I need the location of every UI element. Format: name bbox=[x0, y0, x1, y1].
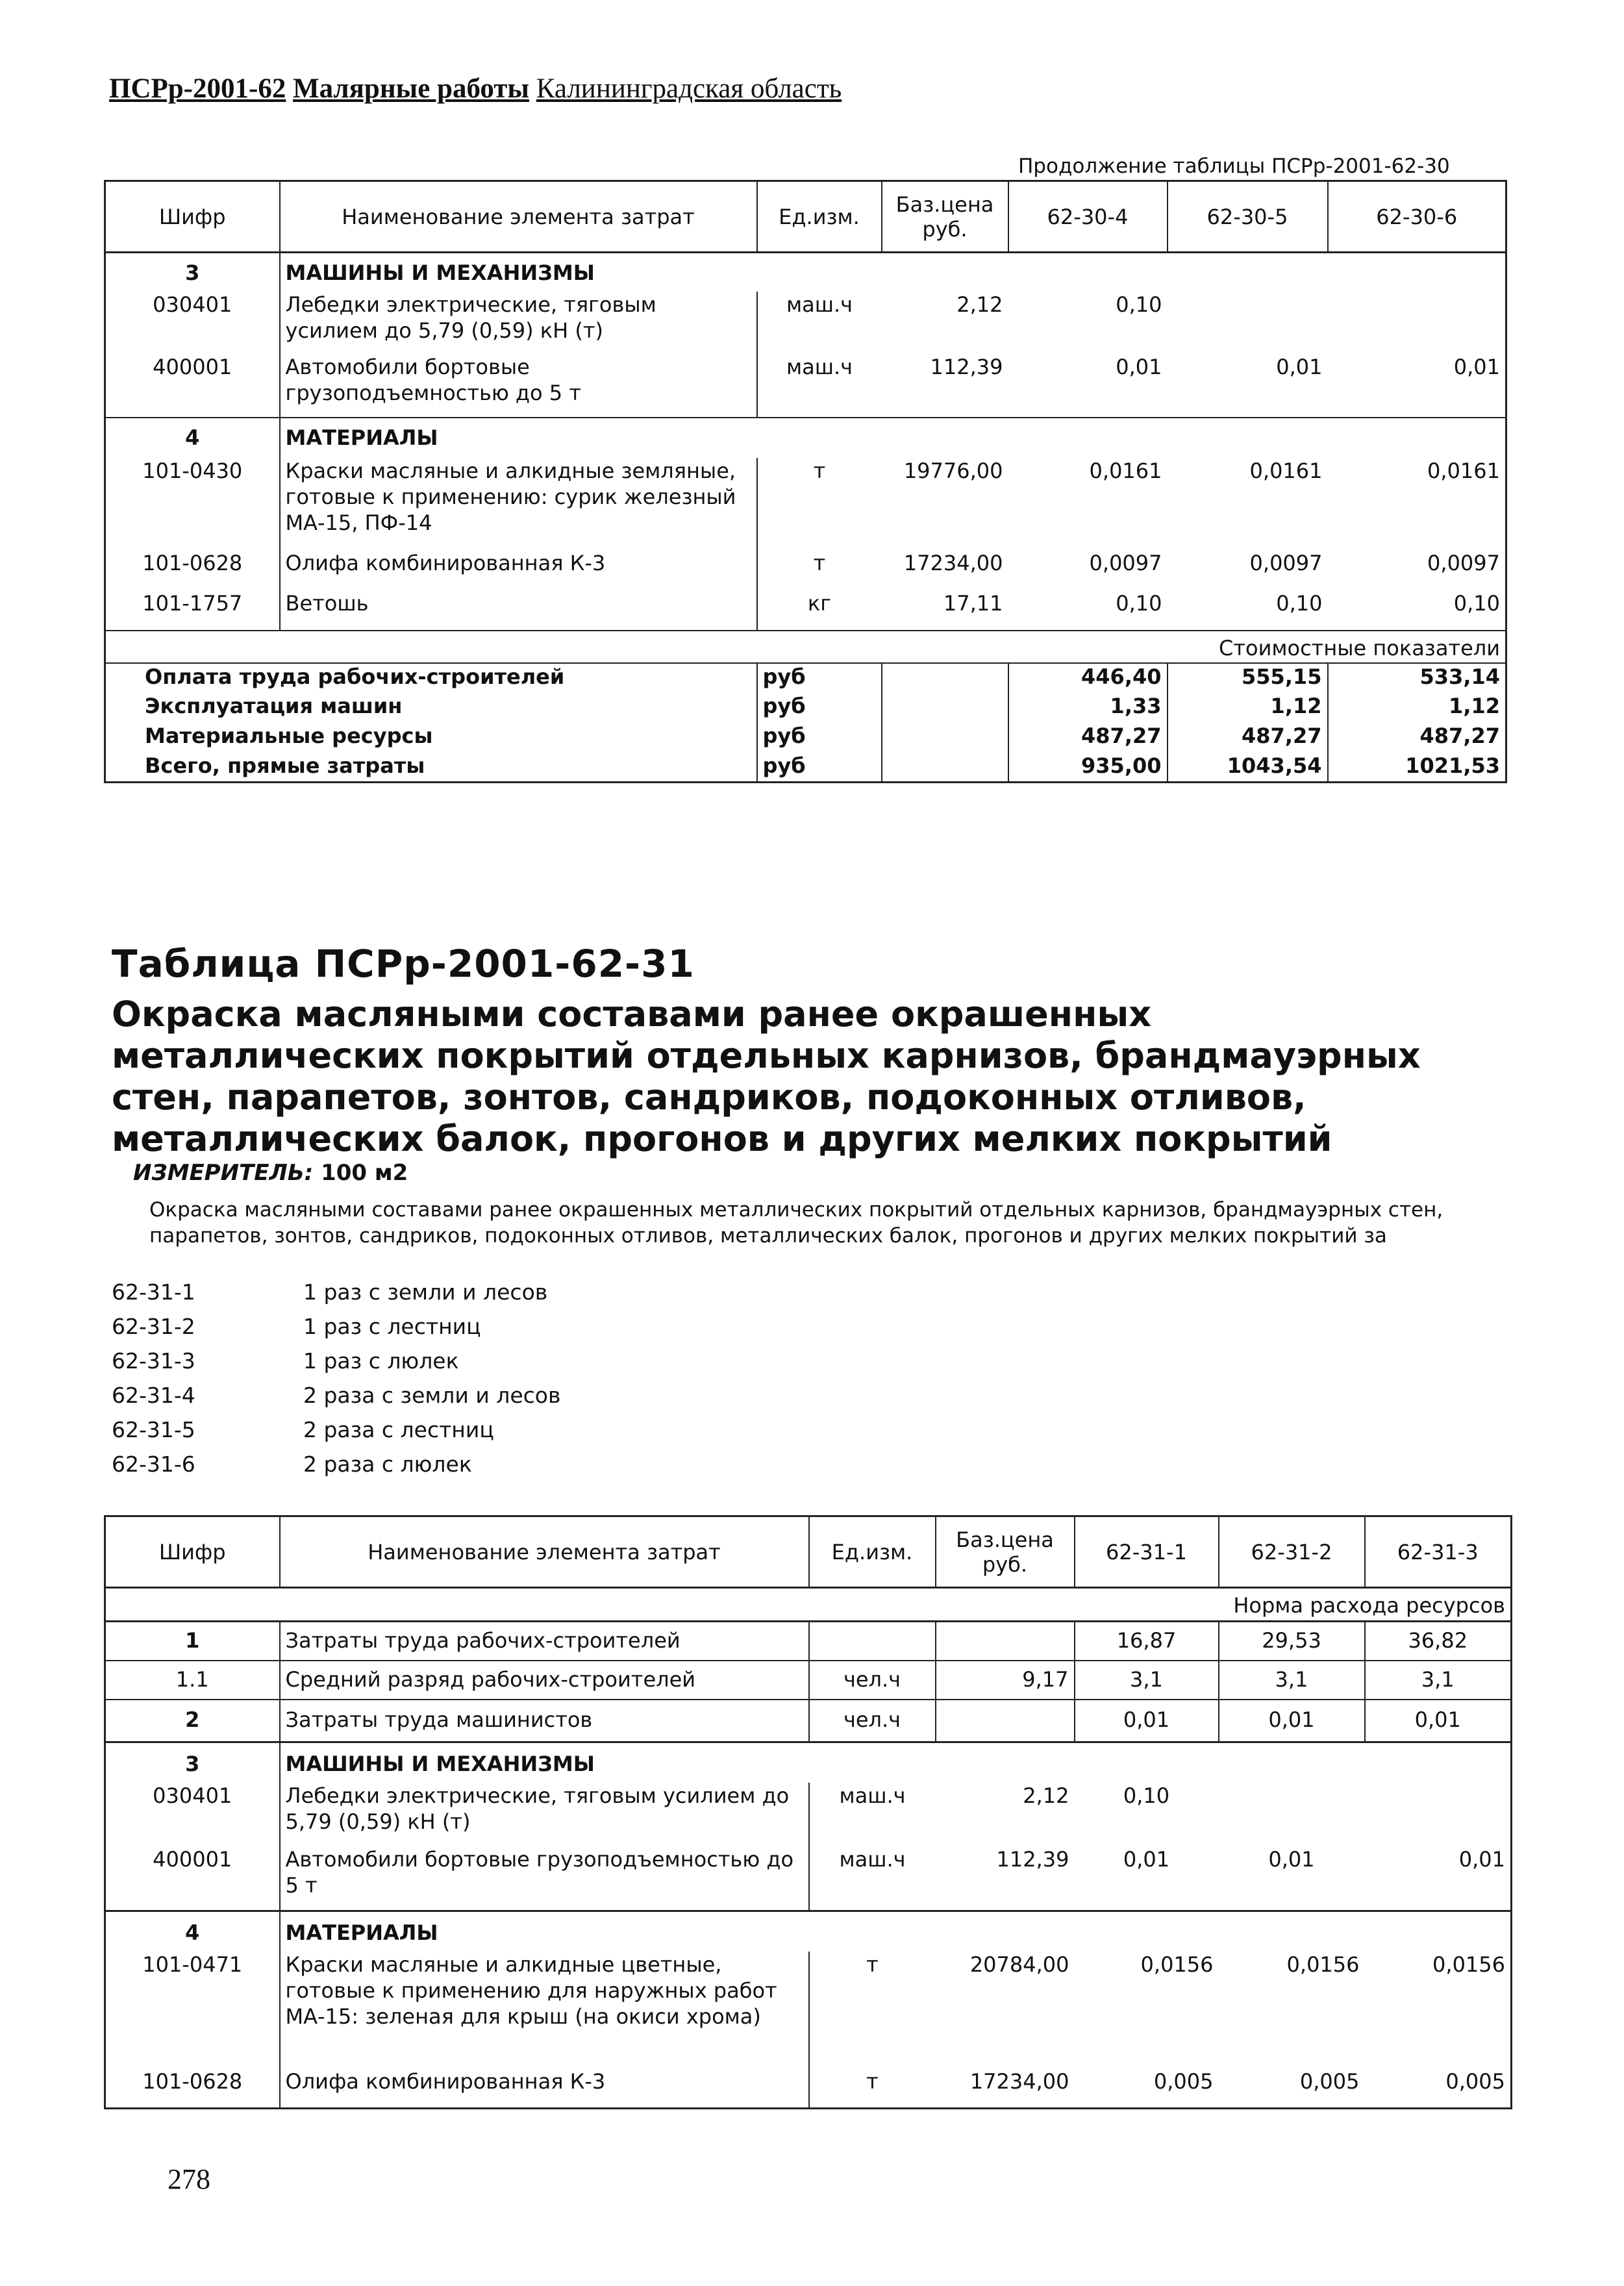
col-c1: 62-31-1 bbox=[1075, 1516, 1219, 1588]
meter-label: ИЗМЕРИТЕЛЬ: bbox=[133, 1160, 314, 1186]
col-name: Наименование элемента затрат bbox=[280, 1516, 809, 1588]
header-section: Малярные работы bbox=[293, 73, 530, 104]
table2-description: Окраска масляными составами ранее окрашенных металлических покрытий отдельных карнизов, брандмауэрных стен, парапетов, зонтов, сандриков, подоконных отливов, металлических балок, прогонов и других мелких покрытий bbox=[112, 994, 1421, 1159]
col-code: Шифр bbox=[105, 181, 280, 253]
list-item: 62-31-6 2 раза с люлек bbox=[112, 1451, 472, 1477]
table-row: 2 Затраты труда машинистов чел.ч 0,01 0,01 0,01 bbox=[105, 1700, 1512, 1742]
col-c3: 62-30-6 bbox=[1328, 181, 1506, 253]
list-item: 62-31-3 1 раз с люлек bbox=[112, 1348, 459, 1374]
header-code: ПСРр-2001-62 bbox=[109, 73, 286, 104]
col-code: Шифр bbox=[105, 1516, 280, 1588]
table2-title: Таблица ПСРр-2001-62-31 bbox=[112, 942, 695, 986]
col-name: Наименование элемента затрат bbox=[280, 181, 757, 253]
cost-row: Эксплуатация машин руб 1,33 1,12 1,12 bbox=[105, 693, 1506, 723]
table-row: 030401 Лебедки электрические, тяговым усилием до 5,79 (0,59) кН (т) маш.ч 2,12 0,10 bbox=[105, 292, 1506, 354]
header-region: Калининградская область bbox=[536, 73, 842, 104]
col-c3: 62-31-3 bbox=[1365, 1516, 1512, 1588]
meter bbox=[133, 1160, 408, 1186]
table1 bbox=[104, 180, 1507, 783]
col-unit: Ед.изм. bbox=[809, 1516, 936, 1588]
table-row: 400001 Автомобили бортовые грузоподъемностью до 5 т маш.ч 112,39 0,01 0,01 0,01 bbox=[105, 1846, 1512, 1911]
cost-caption-row bbox=[105, 631, 1506, 663]
table-row: 101-0628 Олифа комбинированная К-3 т 17234,00 0,0097 0,0097 0,0097 bbox=[105, 550, 1506, 590]
page-number: 278 bbox=[168, 2163, 210, 2195]
list-item: 62-31-4 2 раза с земли и лесов bbox=[112, 1383, 561, 1408]
norm-caption-row bbox=[105, 1588, 1512, 1622]
table-row: 101-0430 Краски масляные и алкидные земляные, готовые к применению: сурик железный МА-15, ПФ-14 т 19776,00 0,0161 0,0161 0,0161 bbox=[105, 458, 1506, 550]
col-price: Баз.цена руб. bbox=[882, 181, 1008, 253]
section-row: 4 МАТЕРИАЛЫ bbox=[105, 1911, 1512, 1952]
document-header bbox=[109, 73, 842, 105]
cost-row: Всего, прямые затраты руб 935,00 1043,54 1021,53 bbox=[105, 753, 1506, 783]
col-unit: Ед.изм. bbox=[757, 181, 882, 253]
col-c2: 62-30-5 bbox=[1168, 181, 1328, 253]
list-item: 62-31-5 2 раза с лестниц bbox=[112, 1417, 494, 1442]
list-item: 62-31-2 1 раз с лестниц bbox=[112, 1314, 481, 1339]
cost-caption: Стоимостные показатели bbox=[105, 631, 1506, 663]
section-row: 3 МАШИНЫ И МЕХАНИЗМЫ bbox=[105, 253, 1506, 292]
variant-list bbox=[112, 1279, 560, 1486]
table2-intro-text: Окраска масляными составами ранее окрашенных металлических покрытий отдельных карнизов, брандмауэрных стен, парапетов, зонтов, сандриков, подоконных отливов, металлических балок, прогонов и других мелких покрытий за bbox=[149, 1198, 1443, 1248]
meter-value: 100 м2 bbox=[321, 1160, 408, 1186]
table1-continuation: Продолжение таблицы ПСРр-2001-62-30 bbox=[1018, 155, 1450, 178]
col-c1: 62-30-4 bbox=[1008, 181, 1168, 253]
table-row: 101-1757 Ветошь кг 17,11 0,10 0,10 0,10 bbox=[105, 590, 1506, 631]
table2 bbox=[104, 1515, 1512, 2109]
cost-row: Материальные ресурсы руб 487,27 487,27 487,27 bbox=[105, 723, 1506, 753]
table-row: 1.1 Средний разряд рабочих-строителей чел.ч 9,17 3,1 3,1 3,1 bbox=[105, 1661, 1512, 1700]
col-price: Баз.цена руб. bbox=[936, 1516, 1075, 1588]
table2-header-row bbox=[105, 1516, 1512, 1588]
col-c2: 62-31-2 bbox=[1219, 1516, 1365, 1588]
section-row: 4 МАТЕРИАЛЫ bbox=[105, 418, 1506, 458]
cost-row: Оплата труда рабочих-строителей руб 446,40 555,15 533,14 bbox=[105, 663, 1506, 693]
table-row: 400001 Автомобили бортовые грузоподъемностью до 5 т маш.ч 112,39 0,01 0,01 0,01 bbox=[105, 354, 1506, 418]
list-item: 62-31-1 1 раз с земли и лесов bbox=[112, 1279, 548, 1305]
norm-caption: Норма расхода ресурсов bbox=[1233, 1593, 1505, 1618]
table1-header-row bbox=[105, 181, 1506, 253]
section-row: 3 МАШИНЫ И МЕХАНИЗМЫ bbox=[105, 1742, 1512, 1783]
table-row: 101-0471 Краски масляные и алкидные цветные, готовые к применению для наружных работ МА-15: зеленая для крыш (на окиси хрома) т 20784,00 0,0156 0,0156 0,0156 bbox=[105, 1952, 1512, 2068]
table-row: 030401 Лебедки электрические, тяговым усилием до 5,79 (0,59) кН (т) маш.ч 2,12 0,10 bbox=[105, 1783, 1512, 1846]
table-row: 101-0628 Олифа комбинированная К-3 т 17234,00 0,005 0,005 0,005 bbox=[105, 2068, 1512, 2109]
table-row: 1 Затраты труда рабочих-строителей 16,87 29,53 36,82 bbox=[105, 1622, 1512, 1661]
